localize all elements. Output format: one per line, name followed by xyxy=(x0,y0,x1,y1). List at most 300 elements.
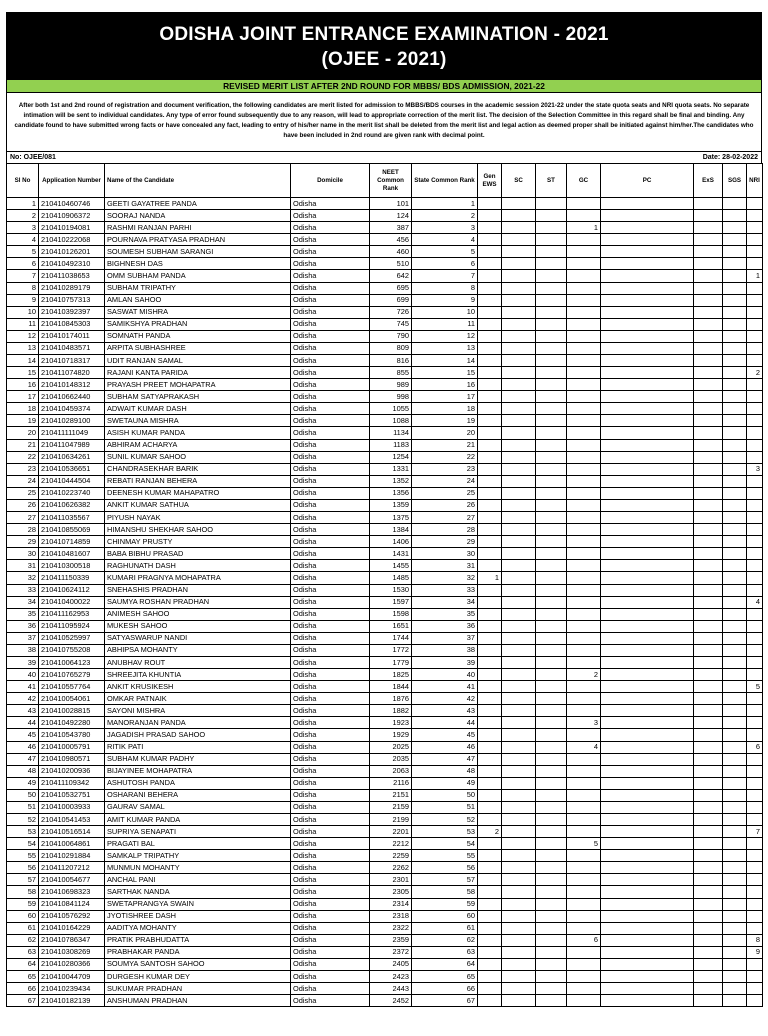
table-row xyxy=(7,499,763,511)
cell-application-number: 210410845303 xyxy=(39,318,105,330)
cell-candidate-name: ANSHUMAN PRADHAN xyxy=(105,995,291,1007)
cell-nri xyxy=(747,258,763,270)
cell-sgs xyxy=(723,403,747,415)
table-row xyxy=(7,717,763,729)
cell-pc xyxy=(601,487,694,499)
cell-pc xyxy=(601,620,694,632)
table-row xyxy=(7,729,763,741)
cell-gc xyxy=(567,342,601,354)
cell-neet-rank: 2314 xyxy=(370,898,412,910)
cell-sgs xyxy=(723,294,747,306)
cell-nri xyxy=(747,971,763,983)
cell-candidate-name: SUNIL KUMAR SAHOO xyxy=(105,451,291,463)
cell-st xyxy=(536,753,567,765)
cell-candidate-name: JYOTISHREE DASH xyxy=(105,910,291,922)
merit-table xyxy=(6,163,763,1007)
cell-domicile: Odisha xyxy=(291,765,370,777)
cell-nri xyxy=(747,318,763,330)
cell-slno: 18 xyxy=(7,403,39,415)
cell-candidate-name: ASISH KUMAR PANDA xyxy=(105,427,291,439)
cell-state-rank: 45 xyxy=(412,729,478,741)
cell-sc xyxy=(502,548,536,560)
cell-slno: 65 xyxy=(7,971,39,983)
col-header-domicile: Domicile xyxy=(291,164,370,198)
cell-slno: 42 xyxy=(7,693,39,705)
cell-state-rank: 33 xyxy=(412,584,478,596)
cell-exs xyxy=(694,898,723,910)
cell-sgs xyxy=(723,451,747,463)
cell-state-rank: 50 xyxy=(412,789,478,801)
cell-nri xyxy=(747,862,763,874)
cell-nri xyxy=(747,475,763,487)
cell-nri xyxy=(747,693,763,705)
cell-sc xyxy=(502,524,536,536)
cell-candidate-name: KUMARI PRAGNYA MOHAPATRA xyxy=(105,572,291,584)
cell-sgs xyxy=(723,222,747,234)
cell-candidate-name: ANUBHAV ROUT xyxy=(105,656,291,668)
cell-pc xyxy=(601,342,694,354)
cell-sc xyxy=(502,306,536,318)
cell-neet-rank: 2212 xyxy=(370,838,412,850)
cell-st xyxy=(536,210,567,222)
cell-slno: 10 xyxy=(7,306,39,318)
cell-neet-rank: 1485 xyxy=(370,572,412,584)
cell-exs xyxy=(694,608,723,620)
cell-slno: 50 xyxy=(7,789,39,801)
cell-st xyxy=(536,524,567,536)
cell-neet-rank: 2116 xyxy=(370,777,412,789)
cell-slno: 16 xyxy=(7,379,39,391)
table-row xyxy=(7,379,763,391)
reference-number: No: OJEE/081 xyxy=(10,154,56,161)
cell-nri xyxy=(747,729,763,741)
cell-slno: 3 xyxy=(7,222,39,234)
table-row xyxy=(7,971,763,983)
cell-st xyxy=(536,246,567,258)
cell-st xyxy=(536,415,567,427)
cell-neet-rank: 1088 xyxy=(370,415,412,427)
cell-gc xyxy=(567,403,601,415)
cell-pc xyxy=(601,379,694,391)
cell-state-rank: 47 xyxy=(412,753,478,765)
table-row xyxy=(7,777,763,789)
cell-sgs xyxy=(723,246,747,258)
cell-neet-rank: 1825 xyxy=(370,669,412,681)
cell-gen-ews xyxy=(478,958,502,970)
cell-state-rank: 13 xyxy=(412,342,478,354)
cell-candidate-name: POURNAVA PRATYASA PRADHAN xyxy=(105,234,291,246)
cell-slno: 31 xyxy=(7,560,39,572)
cell-exs xyxy=(694,367,723,379)
cell-candidate-name: UDIT RANJAN SAMAL xyxy=(105,355,291,367)
cell-nri xyxy=(747,777,763,789)
cell-gc xyxy=(567,777,601,789)
cell-state-rank: 18 xyxy=(412,403,478,415)
cell-exs xyxy=(694,765,723,777)
cell-candidate-name: SUKUMAR PRADHAN xyxy=(105,983,291,995)
cell-application-number: 210410855069 xyxy=(39,524,105,536)
cell-domicile: Odisha xyxy=(291,826,370,838)
cell-sc xyxy=(502,536,536,548)
table-row xyxy=(7,270,763,282)
cell-neet-rank: 695 xyxy=(370,282,412,294)
cell-candidate-name: HIMANSHU SHEKHAR SAHOO xyxy=(105,524,291,536)
cell-gc xyxy=(567,210,601,222)
cell-application-number: 210410308269 xyxy=(39,946,105,958)
cell-state-rank: 6 xyxy=(412,258,478,270)
cell-st xyxy=(536,862,567,874)
table-row xyxy=(7,306,763,318)
cell-domicile: Odisha xyxy=(291,330,370,342)
col-header-neet-rank: NEET Common Rank xyxy=(370,164,412,198)
cell-st xyxy=(536,789,567,801)
cell-gen-ews xyxy=(478,198,502,210)
cell-sc xyxy=(502,608,536,620)
cell-pc xyxy=(601,524,694,536)
cell-st xyxy=(536,318,567,330)
cell-st xyxy=(536,922,567,934)
table-row xyxy=(7,826,763,838)
cell-slno: 63 xyxy=(7,946,39,958)
notice-paragraph: After both 1st and 2nd round of registration and document verification, the following candidates are merit listed for admission to MBBS/BDS courses in the academic session 2021-22 under the state quota seats and NRI quota seats. No separate intimation will be sent to individual candidates. Any type of error found subsequently due to any reason, will lead to appropriate correction of the merit list. The decision of the Selection Committee in this regard shall be final and binding. Any candidate found to have submitted wrong facts or have concealed any fact, leading to entry of his/her name in the merit list shall be deleted from the merit list and legal action as deemed proper shall be initiated against him/her.The candidates who have been included in 2nd round are given rank with decimal point. xyxy=(6,93,762,151)
cell-neet-rank: 809 xyxy=(370,342,412,354)
cell-st xyxy=(536,584,567,596)
cell-sc xyxy=(502,862,536,874)
cell-gen-ews xyxy=(478,584,502,596)
cell-gen-ews: 1 xyxy=(478,572,502,584)
table-row xyxy=(7,656,763,668)
cell-sc xyxy=(502,367,536,379)
cell-st xyxy=(536,608,567,620)
cell-gc xyxy=(567,355,601,367)
cell-exs xyxy=(694,693,723,705)
cell-slno: 58 xyxy=(7,886,39,898)
cell-gen-ews xyxy=(478,801,502,813)
cell-neet-rank: 2201 xyxy=(370,826,412,838)
cell-pc xyxy=(601,850,694,862)
cell-pc xyxy=(601,536,694,548)
cell-st xyxy=(536,946,567,958)
cell-state-rank: 57 xyxy=(412,874,478,886)
cell-nri xyxy=(747,608,763,620)
cell-nri xyxy=(747,572,763,584)
cell-sc xyxy=(502,294,536,306)
cell-sgs xyxy=(723,898,747,910)
cell-application-number: 210410459374 xyxy=(39,403,105,415)
cell-application-number: 210410714859 xyxy=(39,536,105,548)
cell-slno: 28 xyxy=(7,524,39,536)
cell-pc xyxy=(601,898,694,910)
cell-candidate-name: DEENESH KUMAR MAHAPATRO xyxy=(105,487,291,499)
cell-st xyxy=(536,983,567,995)
cell-slno: 7 xyxy=(7,270,39,282)
cell-sc xyxy=(502,391,536,403)
cell-st xyxy=(536,910,567,922)
cell-candidate-name: SATYASWARUP NANDI xyxy=(105,632,291,644)
cell-sgs xyxy=(723,512,747,524)
cell-gc xyxy=(567,910,601,922)
cell-pc xyxy=(601,246,694,258)
cell-slno: 13 xyxy=(7,342,39,354)
cell-exs xyxy=(694,499,723,511)
cell-gen-ews xyxy=(478,512,502,524)
cell-neet-rank: 2452 xyxy=(370,995,412,1007)
cell-nri xyxy=(747,838,763,850)
cell-exs xyxy=(694,632,723,644)
cell-gen-ews xyxy=(478,971,502,983)
cell-state-rank: 55 xyxy=(412,850,478,862)
cell-domicile: Odisha xyxy=(291,669,370,681)
cell-state-rank: 44 xyxy=(412,717,478,729)
cell-domicile: Odisha xyxy=(291,620,370,632)
cell-exs xyxy=(694,971,723,983)
cell-pc xyxy=(601,234,694,246)
cell-neet-rank: 456 xyxy=(370,234,412,246)
cell-state-rank: 64 xyxy=(412,958,478,970)
cell-state-rank: 40 xyxy=(412,669,478,681)
table-row xyxy=(7,560,763,572)
table-row xyxy=(7,487,763,499)
cell-pc xyxy=(601,596,694,608)
cell-gen-ews xyxy=(478,765,502,777)
cell-state-rank: 35 xyxy=(412,608,478,620)
cell-gen-ews xyxy=(478,789,502,801)
table-row xyxy=(7,910,763,922)
cell-sgs xyxy=(723,995,747,1007)
cell-sgs xyxy=(723,572,747,584)
cell-slno: 64 xyxy=(7,958,39,970)
cell-st xyxy=(536,234,567,246)
cell-application-number: 210411074820 xyxy=(39,367,105,379)
cell-sgs xyxy=(723,584,747,596)
cell-neet-rank: 855 xyxy=(370,367,412,379)
cell-gen-ews xyxy=(478,222,502,234)
cell-pc xyxy=(601,294,694,306)
table-row xyxy=(7,874,763,886)
cell-candidate-name: BIGHNESH DAS xyxy=(105,258,291,270)
cell-candidate-name: MUNMUN MOHANTY xyxy=(105,862,291,874)
cell-st xyxy=(536,620,567,632)
cell-pc xyxy=(601,886,694,898)
cell-slno: 48 xyxy=(7,765,39,777)
cell-application-number: 210411047989 xyxy=(39,439,105,451)
cell-gen-ews xyxy=(478,234,502,246)
cell-application-number: 210410054061 xyxy=(39,693,105,705)
cell-state-rank: 49 xyxy=(412,777,478,789)
cell-gc xyxy=(567,572,601,584)
cell-state-rank: 53 xyxy=(412,826,478,838)
cell-neet-rank: 124 xyxy=(370,210,412,222)
cell-application-number: 210410906372 xyxy=(39,210,105,222)
cell-slno: 51 xyxy=(7,801,39,813)
table-row xyxy=(7,282,763,294)
cell-st xyxy=(536,934,567,946)
cell-nri xyxy=(747,342,763,354)
cell-sc xyxy=(502,826,536,838)
cell-domicile: Odisha xyxy=(291,801,370,813)
cell-candidate-name: ABHIRAM ACHARYA xyxy=(105,439,291,451)
cell-gc xyxy=(567,258,601,270)
cell-pc xyxy=(601,777,694,789)
cell-nri xyxy=(747,234,763,246)
cell-pc xyxy=(601,608,694,620)
cell-pc xyxy=(601,705,694,717)
cell-state-rank: 65 xyxy=(412,971,478,983)
cell-application-number: 210410576292 xyxy=(39,910,105,922)
cell-nri xyxy=(747,415,763,427)
col-header-sc: SC xyxy=(502,164,536,198)
cell-neet-rank: 1352 xyxy=(370,475,412,487)
cell-nri xyxy=(747,439,763,451)
cell-candidate-name: RITIK PATI xyxy=(105,741,291,753)
cell-gen-ews xyxy=(478,475,502,487)
cell-gc xyxy=(567,548,601,560)
table-row xyxy=(7,644,763,656)
cell-exs xyxy=(694,222,723,234)
cell-candidate-name: ARPITA SUBHASHREE xyxy=(105,342,291,354)
cell-domicile: Odisha xyxy=(291,451,370,463)
cell-sgs xyxy=(723,971,747,983)
cell-exs xyxy=(694,910,723,922)
merit-table-body xyxy=(7,198,763,1007)
cell-state-rank: 38 xyxy=(412,644,478,656)
cell-domicile: Odisha xyxy=(291,572,370,584)
cell-domicile: Odisha xyxy=(291,632,370,644)
cell-exs xyxy=(694,572,723,584)
cell-gen-ews xyxy=(478,270,502,282)
cell-sc xyxy=(502,318,536,330)
cell-domicile: Odisha xyxy=(291,717,370,729)
table-row xyxy=(7,439,763,451)
cell-st xyxy=(536,512,567,524)
cell-sgs xyxy=(723,753,747,765)
cell-sgs xyxy=(723,475,747,487)
cell-exs xyxy=(694,270,723,282)
cell-candidate-name: BIJAYINEE MOHAPATRA xyxy=(105,765,291,777)
cell-sgs xyxy=(723,669,747,681)
cell-sgs xyxy=(723,620,747,632)
cell-sgs xyxy=(723,777,747,789)
cell-neet-rank: 790 xyxy=(370,330,412,342)
cell-gc xyxy=(567,512,601,524)
cell-neet-rank: 2318 xyxy=(370,910,412,922)
cell-neet-rank: 2305 xyxy=(370,886,412,898)
cell-sc xyxy=(502,886,536,898)
cell-gen-ews xyxy=(478,282,502,294)
cell-gc xyxy=(567,439,601,451)
cell-application-number: 210410300518 xyxy=(39,560,105,572)
cell-neet-rank: 2025 xyxy=(370,741,412,753)
cell-nri xyxy=(747,222,763,234)
cell-nri xyxy=(747,560,763,572)
cell-exs xyxy=(694,983,723,995)
cell-sc xyxy=(502,512,536,524)
cell-gc xyxy=(567,958,601,970)
cell-sc xyxy=(502,222,536,234)
cell-state-rank: 37 xyxy=(412,632,478,644)
cell-application-number: 210410757313 xyxy=(39,294,105,306)
cell-neet-rank: 2359 xyxy=(370,934,412,946)
cell-domicile: Odisha xyxy=(291,536,370,548)
cell-exs xyxy=(694,886,723,898)
cell-gen-ews xyxy=(478,838,502,850)
cell-nri: 4 xyxy=(747,596,763,608)
cell-state-rank: 36 xyxy=(412,620,478,632)
cell-state-rank: 25 xyxy=(412,487,478,499)
cell-sgs xyxy=(723,210,747,222)
cell-sc xyxy=(502,427,536,439)
cell-nri xyxy=(747,874,763,886)
cell-neet-rank: 2443 xyxy=(370,983,412,995)
cell-gc xyxy=(567,198,601,210)
cell-application-number: 210410634261 xyxy=(39,451,105,463)
cell-pc xyxy=(601,427,694,439)
cell-sc xyxy=(502,922,536,934)
cell-st xyxy=(536,765,567,777)
cell-candidate-name: DURGESH KUMAR DEY xyxy=(105,971,291,983)
cell-gc xyxy=(567,644,601,656)
cell-state-rank: 4 xyxy=(412,234,478,246)
cell-gc: 2 xyxy=(567,669,601,681)
col-header-exs: ExS xyxy=(694,164,723,198)
cell-st xyxy=(536,270,567,282)
cell-state-rank: 21 xyxy=(412,439,478,451)
cell-gc: 6 xyxy=(567,934,601,946)
cell-slno: 43 xyxy=(7,705,39,717)
cell-sgs xyxy=(723,826,747,838)
cell-exs xyxy=(694,234,723,246)
cell-neet-rank: 642 xyxy=(370,270,412,282)
cell-sgs xyxy=(723,234,747,246)
cell-candidate-name: RAJANI KANTA PARIDA xyxy=(105,367,291,379)
cell-candidate-name: MANORANJAN PANDA xyxy=(105,717,291,729)
cell-gc xyxy=(567,874,601,886)
cell-slno: 62 xyxy=(7,934,39,946)
cell-exs xyxy=(694,415,723,427)
cell-state-rank: 15 xyxy=(412,367,478,379)
cell-nri xyxy=(747,995,763,1007)
cell-candidate-name: AMIT KUMAR PANDA xyxy=(105,813,291,825)
cell-pc xyxy=(601,922,694,934)
cell-sgs xyxy=(723,596,747,608)
cell-candidate-name: RASHMI RANJAN PARHI xyxy=(105,222,291,234)
cell-slno: 60 xyxy=(7,910,39,922)
cell-application-number: 210410557764 xyxy=(39,681,105,693)
cell-pc xyxy=(601,451,694,463)
cell-domicile: Odisha xyxy=(291,342,370,354)
col-header-application-number: Application Number xyxy=(39,164,105,198)
cell-pc xyxy=(601,270,694,282)
cell-slno: 45 xyxy=(7,729,39,741)
table-header-row xyxy=(7,164,763,198)
table-row xyxy=(7,946,763,958)
cell-nri xyxy=(747,487,763,499)
cell-state-rank: 41 xyxy=(412,681,478,693)
cell-pc xyxy=(601,632,694,644)
cell-nri xyxy=(747,427,763,439)
cell-application-number: 210410280366 xyxy=(39,958,105,970)
cell-slno: 19 xyxy=(7,415,39,427)
cell-slno: 6 xyxy=(7,258,39,270)
cell-sc xyxy=(502,560,536,572)
cell-candidate-name: AMLAN SAHOO xyxy=(105,294,291,306)
cell-sgs xyxy=(723,813,747,825)
cell-gen-ews xyxy=(478,258,502,270)
cell-candidate-name: OMM SUBHAM PANDA xyxy=(105,270,291,282)
cell-exs xyxy=(694,536,723,548)
cell-sgs xyxy=(723,946,747,958)
cell-state-rank: 63 xyxy=(412,946,478,958)
